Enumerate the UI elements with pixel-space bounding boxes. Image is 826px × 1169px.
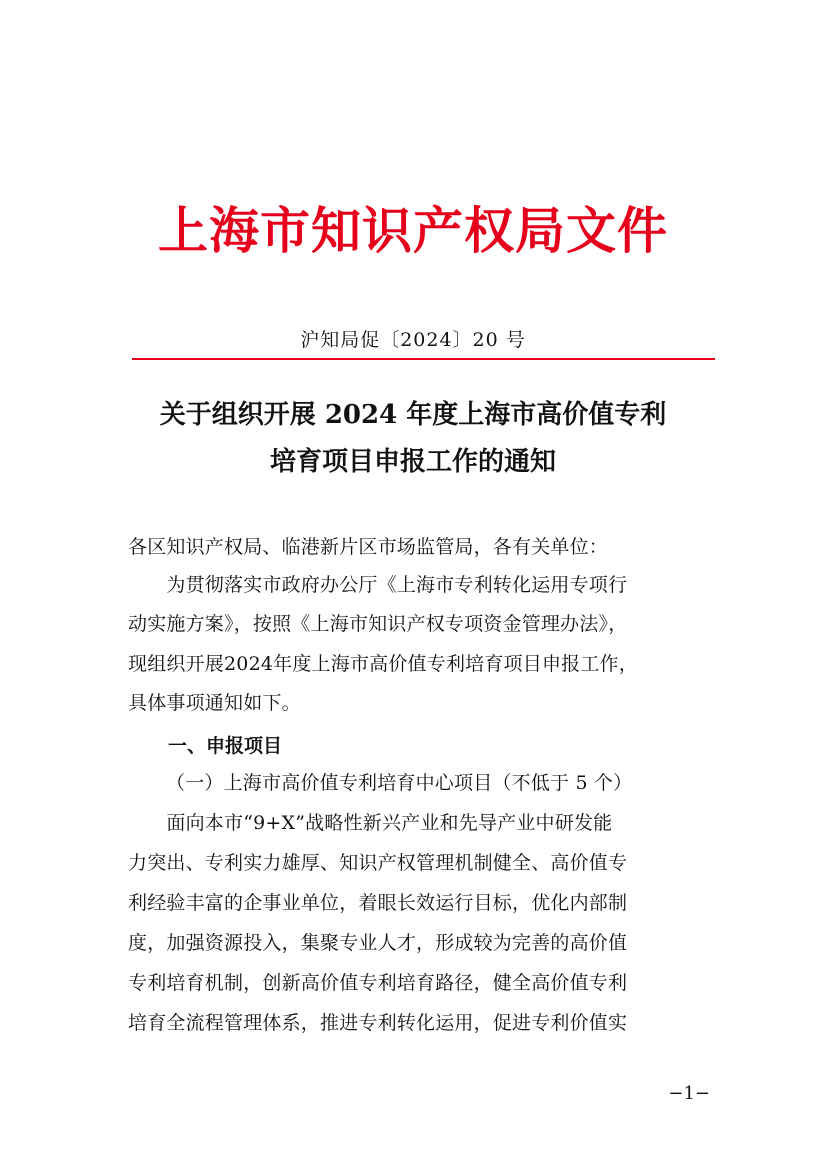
notice-title-line-2: 培育项目申报工作的通知 [269, 447, 556, 477]
body-text-line: 具体事项通知如下。 [128, 692, 301, 714]
notice-title-line-1: 关于组织开展 2024 年度上海市高价值专利 [159, 400, 667, 430]
paragraph-line: 培育全流程管理体系，推进专利转化运用，促进专利价值实 [128, 1012, 628, 1034]
document-number: 沪知局促〔2024〕20 号 [300, 329, 526, 351]
body-text-line: 现组织开展2024年度上海市高价值专利培育项目申报工作， [128, 653, 638, 675]
red-divider-line [132, 358, 715, 360]
body-text-line: 动实施方案》，按照《上海市知识产权专项资金管理办法》， [128, 613, 628, 635]
subsection-heading: （一）上海市高价值专利培育中心项目（不低于 5 个） [166, 772, 633, 794]
paragraph-line: 度，加强资源投入，集聚专业人才，形成较为完善的高价值 [128, 932, 628, 954]
paragraph-line: 面向本市“9+X”战略性新兴产业和先导产业中研发能 [128, 812, 613, 834]
page-number: −1− [668, 1083, 710, 1104]
document-header-title: 上海市知识产权局文件 [158, 201, 668, 260]
paragraph-line: 利经验丰富的企事业单位，着眼长效运行目标，优化内部制 [128, 892, 628, 914]
paragraph-line: 力突出、专利实力雄厚、知识产权管理机制健全、高价值专 [128, 852, 628, 874]
paragraph-line: 专利培育机制，创新高价值专利培育路径，健全高价值专利 [128, 972, 628, 994]
salutation-line: 各区知识产权局、临港新片区市场监管局，各有关单位： [128, 536, 609, 558]
section-heading: 一、申报项目 [168, 735, 283, 757]
body-text-line: 为贯彻落实市政府办公厅《上海市专利转化运用专项行 [128, 574, 628, 596]
